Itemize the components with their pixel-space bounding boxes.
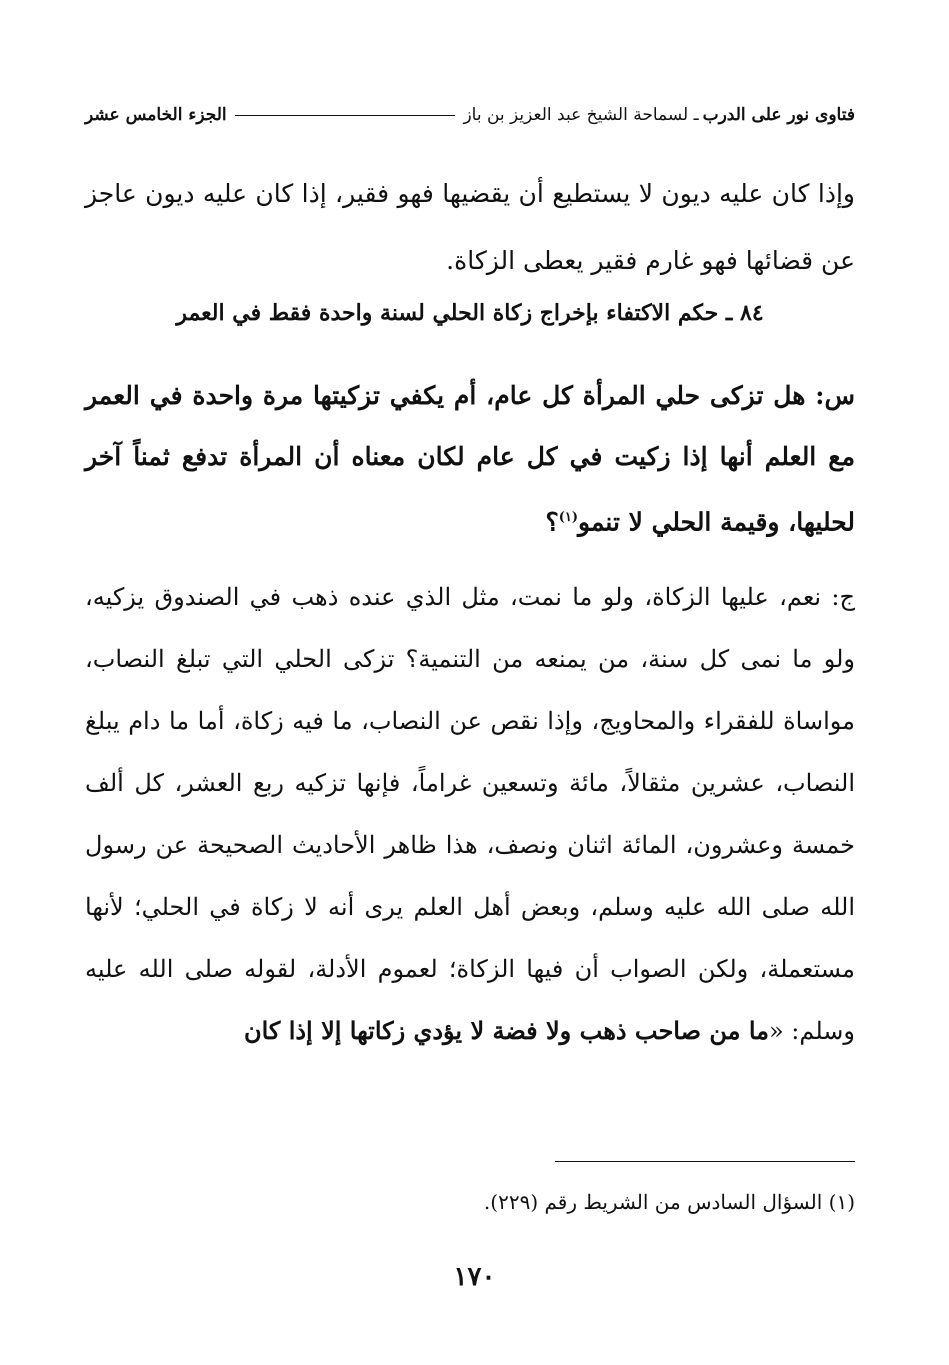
footnote-reference: (١) xyxy=(558,510,579,525)
hadith-quote: ما من صاحب ذهب ولا فضة لا يؤدي زكاتها إلا إذا كان xyxy=(243,1016,769,1045)
running-header xyxy=(85,100,855,130)
volume-part: الجزء الخامس عشر xyxy=(85,105,227,125)
footnote: (١) السؤال السادس من الشريط رقم (٢٢٩). xyxy=(483,1190,855,1214)
answer-text: ج: نعم، عليها الزكاة، ولو ما نمت، مثل الذي عنده ذهب في الصندوق يزكيه، ولو ما نمى كل سنة، من يمنعه من التنمية؟ تزكى الحلي التي تبلغ النصاب، مواساة للفقراء والمحاويج، وإذا نقص عن النصاب، ما فيه زكاة، أما ما دام يبلغ النصاب، عشرين مثقالاً، مائة وتسعين غراماً، فإنها تزكيه ربع العشر، كل ألف خمسة وعشرون، المائة اثنان ونصف، هذا ظاهر الأحاديث الصحيحة عن رسول الله صلى الله عليه وسلم، وبعض أهل العلم يرى أنه لا زكاة في الحلي؛ لأنها مستعملة، ولكن الصواب أن فيها الزكاة؛ لعموم الأدلة، لقوله صلى الله عليه وسلم: « xyxy=(85,583,856,1045)
footnote-rule xyxy=(555,1161,855,1162)
fatwa-heading: ٨٤ ـ حكم الاكتفاء بإخراج زكاة الحلي لسنة واحدة فقط في العمر xyxy=(176,300,764,326)
answer-paragraph xyxy=(85,566,855,1062)
question-text: س: هل تزكى حلي المرأة كل عام، أم يكفي تزكيتها مرة واحدة في العمر مع العلم أنها إذا زكيت في كل عام لكان معناه أن المرأة تدفع ثمناً آخر لحليها، وقيمة الحلي لا تنمو xyxy=(85,381,855,537)
page-number: ١٧٠ xyxy=(453,1262,496,1292)
intro-paragraph: وإذا كان عليه ديون لا يستطيع أن يقضيها فهو فقير، إذا كان عليه ديون عاجز عن قضائها فهو غارم فقير يعطى الزكاة. xyxy=(85,179,855,275)
question-mark: ؟ xyxy=(545,507,559,537)
author-line: ـ لسماحة الشيخ عبد العزيز بن باز xyxy=(463,105,699,125)
question-paragraph xyxy=(85,365,855,552)
header-rule xyxy=(235,115,456,116)
book-title: فتاوى نور على الدرب xyxy=(702,105,855,125)
